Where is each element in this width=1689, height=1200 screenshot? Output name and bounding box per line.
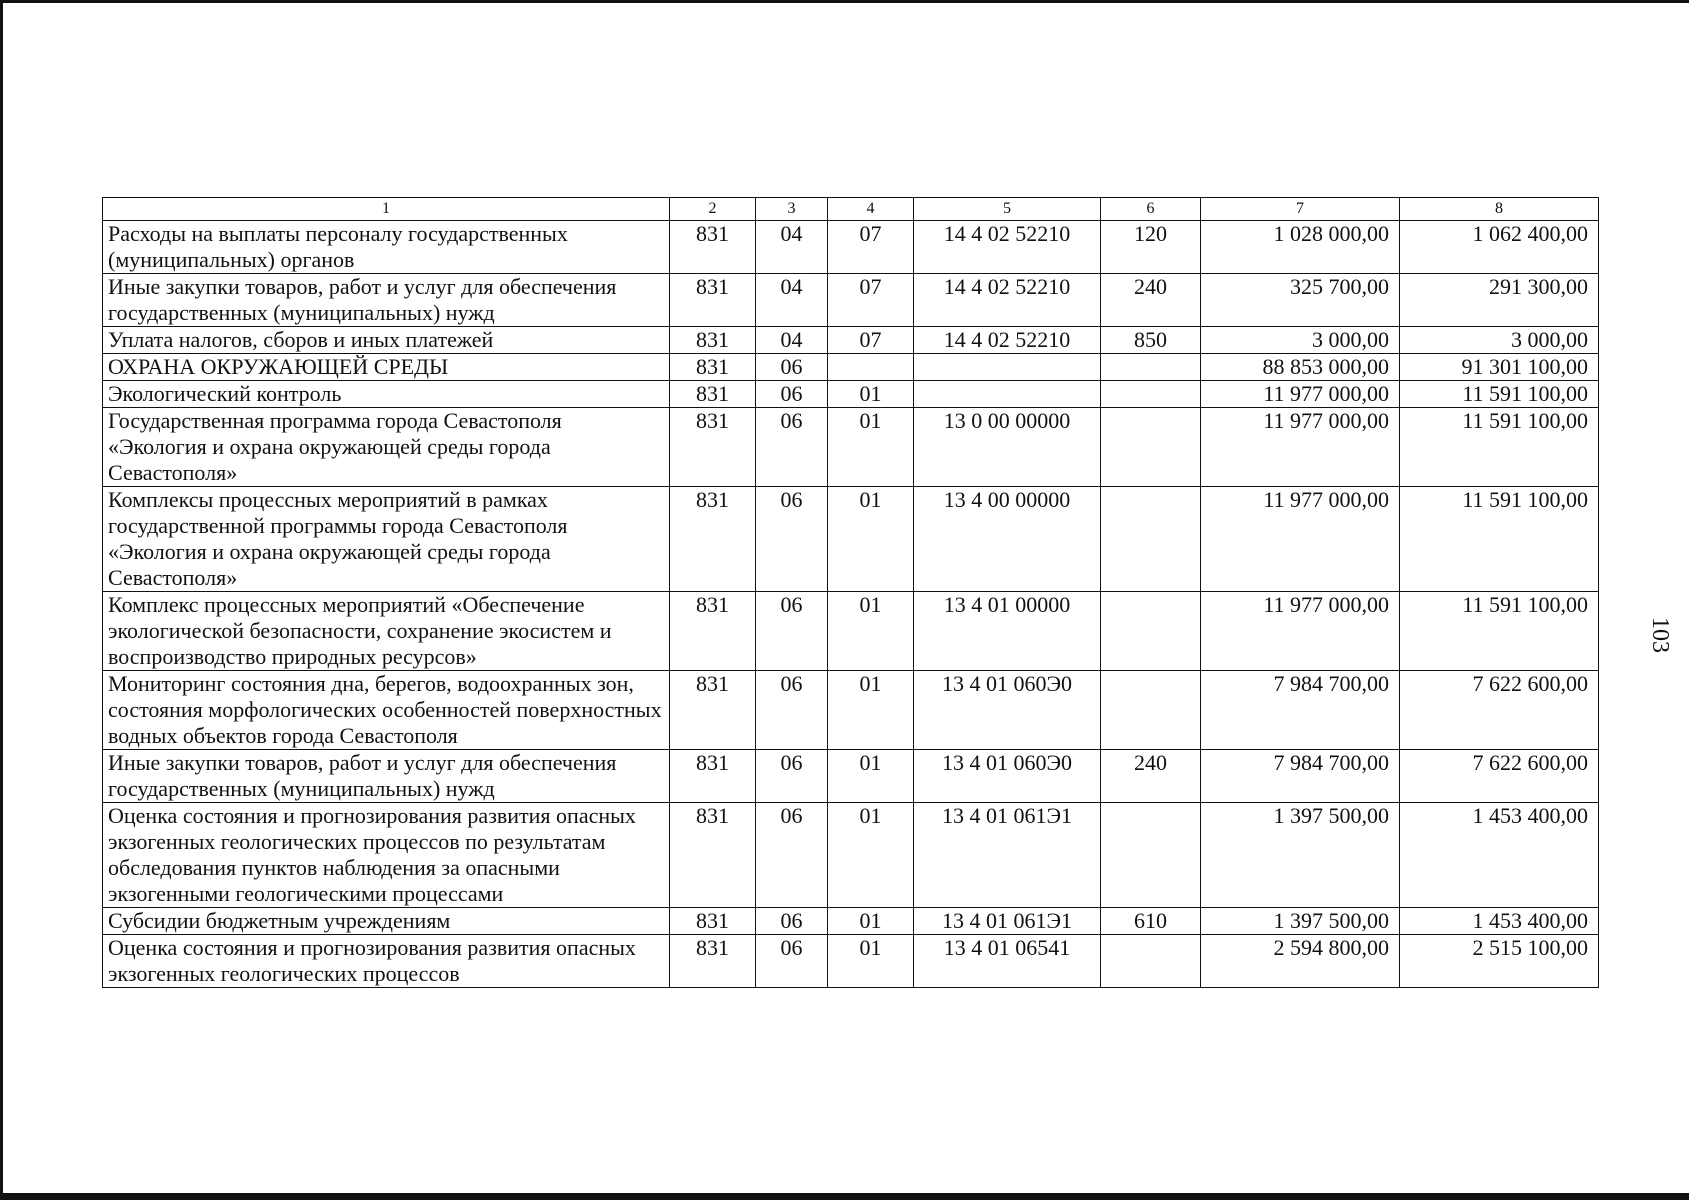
row-name: Мониторинг состояния дна, берегов, водоохранных зон, состояния морфологических особенностей поверхностных водных объектов города Севастополя	[103, 671, 670, 750]
table-row	[103, 750, 1599, 803]
row-name: Оценка состояния и прогнозирования развития опасных экзогенных геологических процессов по результатам обследования пунктов наблюдения за опасными экзогенными геологическими процессами	[103, 803, 670, 908]
header-col-8: 8	[1400, 198, 1599, 221]
row-col-5: 13 0 00 00000	[914, 408, 1101, 487]
table-row	[103, 354, 1599, 381]
row-col-3: 06	[756, 354, 828, 381]
scan-border-left	[0, 0, 3, 1200]
row-col-6	[1101, 935, 1201, 988]
row-col-2: 831	[670, 750, 756, 803]
row-col-7: 7 984 700,00	[1201, 750, 1400, 803]
row-col-5: 13 4 01 060Э0	[914, 750, 1101, 803]
budget-table	[102, 197, 1599, 988]
row-col-4: 07	[828, 221, 914, 274]
row-col-4: 01	[828, 671, 914, 750]
row-col-5: 14 4 02 52210	[914, 221, 1101, 274]
row-col-7: 2 594 800,00	[1201, 935, 1400, 988]
row-col-4: 01	[828, 487, 914, 592]
row-col-5	[914, 381, 1101, 408]
row-col-8: 7 622 600,00	[1400, 750, 1599, 803]
row-col-4: 01	[828, 408, 914, 487]
page-number: 103	[1647, 617, 1673, 653]
row-col-3: 06	[756, 908, 828, 935]
row-name: Комплексы процессных мероприятий в рамках государственной программы города Севастополя «Экология и охрана окружающей среды города Севастополя»	[103, 487, 670, 592]
scan-border-top	[0, 0, 1689, 3]
row-col-7: 11 977 000,00	[1201, 381, 1400, 408]
row-col-8: 3 000,00	[1400, 327, 1599, 354]
table-row	[103, 487, 1599, 592]
row-col-3: 06	[756, 935, 828, 988]
row-name: Иные закупки товаров, работ и услуг для обеспечения государственных (муниципальных) нужд	[103, 274, 670, 327]
row-name: Экологический контроль	[103, 381, 670, 408]
row-col-8: 11 591 100,00	[1400, 408, 1599, 487]
row-col-5: 13 4 01 061Э1	[914, 908, 1101, 935]
row-col-4: 01	[828, 908, 914, 935]
row-col-6: 240	[1101, 750, 1201, 803]
header-col-2: 2	[670, 198, 756, 221]
row-col-2: 831	[670, 671, 756, 750]
row-name: Иные закупки товаров, работ и услуг для обеспечения государственных (муниципальных) нужд	[103, 750, 670, 803]
row-col-8: 11 591 100,00	[1400, 381, 1599, 408]
row-col-5	[914, 354, 1101, 381]
header-col-1: 1	[103, 198, 670, 221]
row-col-6	[1101, 408, 1201, 487]
row-col-3: 04	[756, 327, 828, 354]
row-col-7: 88 853 000,00	[1201, 354, 1400, 381]
row-col-4: 07	[828, 327, 914, 354]
row-col-2: 831	[670, 408, 756, 487]
row-col-7: 1 028 000,00	[1201, 221, 1400, 274]
row-col-7: 1 397 500,00	[1201, 908, 1400, 935]
row-col-6: 610	[1101, 908, 1201, 935]
row-name: ОХРАНА ОКРУЖАЮЩЕЙ СРЕДЫ	[103, 354, 670, 381]
row-name: Субсидии бюджетным учреждениям	[103, 908, 670, 935]
header-col-7: 7	[1201, 198, 1400, 221]
row-col-3: 06	[756, 592, 828, 671]
row-col-8: 11 591 100,00	[1400, 592, 1599, 671]
row-col-8: 1 062 400,00	[1400, 221, 1599, 274]
row-col-4: 07	[828, 274, 914, 327]
header-col-3: 3	[756, 198, 828, 221]
row-col-5: 14 4 02 52210	[914, 327, 1101, 354]
row-name: Уплата налогов, сборов и иных платежей	[103, 327, 670, 354]
row-col-2: 831	[670, 935, 756, 988]
row-col-5: 14 4 02 52210	[914, 274, 1101, 327]
row-col-5: 13 4 01 060Э0	[914, 671, 1101, 750]
row-col-5: 13 4 01 061Э1	[914, 803, 1101, 908]
row-col-3: 04	[756, 274, 828, 327]
row-col-2: 831	[670, 908, 756, 935]
row-col-7: 11 977 000,00	[1201, 408, 1400, 487]
row-col-6	[1101, 671, 1201, 750]
table-row	[103, 327, 1599, 354]
row-col-6: 850	[1101, 327, 1201, 354]
row-col-6	[1101, 592, 1201, 671]
row-col-7: 1 397 500,00	[1201, 803, 1400, 908]
row-col-4: 01	[828, 935, 914, 988]
scan-border-bottom	[0, 1193, 1689, 1200]
row-name: Комплекс процессных мероприятий «Обеспечение экологической безопасности, сохранение экосистем и воспроизводство природных ресурсов»	[103, 592, 670, 671]
table-header-row	[103, 198, 1599, 221]
row-col-3: 06	[756, 381, 828, 408]
row-col-8: 2 515 100,00	[1400, 935, 1599, 988]
row-col-6: 240	[1101, 274, 1201, 327]
row-col-5: 13 4 00 00000	[914, 487, 1101, 592]
row-col-2: 831	[670, 381, 756, 408]
row-col-2: 831	[670, 803, 756, 908]
row-col-2: 831	[670, 221, 756, 274]
row-col-8: 91 301 100,00	[1400, 354, 1599, 381]
row-name: Оценка состояния и прогнозирования развития опасных экзогенных геологических процессов	[103, 935, 670, 988]
row-col-2: 831	[670, 354, 756, 381]
row-col-8: 1 453 400,00	[1400, 908, 1599, 935]
row-col-8: 11 591 100,00	[1400, 487, 1599, 592]
row-name: Расходы на выплаты персоналу государственных (муниципальных) органов	[103, 221, 670, 274]
table-row	[103, 408, 1599, 487]
row-name: Государственная программа города Севастополя «Экология и охрана окружающей среды города Севастополя»	[103, 408, 670, 487]
row-col-7: 11 977 000,00	[1201, 592, 1400, 671]
row-col-7: 325 700,00	[1201, 274, 1400, 327]
table-row	[103, 935, 1599, 988]
row-col-6	[1101, 487, 1201, 592]
table-row	[103, 671, 1599, 750]
row-col-2: 831	[670, 327, 756, 354]
row-col-7: 3 000,00	[1201, 327, 1400, 354]
row-col-7: 7 984 700,00	[1201, 671, 1400, 750]
row-col-3: 06	[756, 487, 828, 592]
table-row	[103, 221, 1599, 274]
row-col-4: 01	[828, 750, 914, 803]
row-col-8: 291 300,00	[1400, 274, 1599, 327]
row-col-2: 831	[670, 274, 756, 327]
header-col-4: 4	[828, 198, 914, 221]
row-col-4: 01	[828, 381, 914, 408]
row-col-4: 01	[828, 592, 914, 671]
row-col-8: 1 453 400,00	[1400, 803, 1599, 908]
table-row	[103, 274, 1599, 327]
row-col-3: 06	[756, 408, 828, 487]
row-col-3: 06	[756, 671, 828, 750]
row-col-3: 06	[756, 803, 828, 908]
table-row	[103, 908, 1599, 935]
header-col-5: 5	[914, 198, 1101, 221]
row-col-4	[828, 354, 914, 381]
row-col-8: 7 622 600,00	[1400, 671, 1599, 750]
row-col-3: 04	[756, 221, 828, 274]
row-col-6	[1101, 354, 1201, 381]
row-col-7: 11 977 000,00	[1201, 487, 1400, 592]
table-row	[103, 592, 1599, 671]
table-row	[103, 803, 1599, 908]
row-col-6	[1101, 803, 1201, 908]
row-col-2: 831	[670, 487, 756, 592]
header-col-6: 6	[1101, 198, 1201, 221]
row-col-5: 13 4 01 06541	[914, 935, 1101, 988]
row-col-6	[1101, 381, 1201, 408]
row-col-5: 13 4 01 00000	[914, 592, 1101, 671]
row-col-3: 06	[756, 750, 828, 803]
row-col-4: 01	[828, 803, 914, 908]
row-col-2: 831	[670, 592, 756, 671]
row-col-6: 120	[1101, 221, 1201, 274]
table-row	[103, 381, 1599, 408]
